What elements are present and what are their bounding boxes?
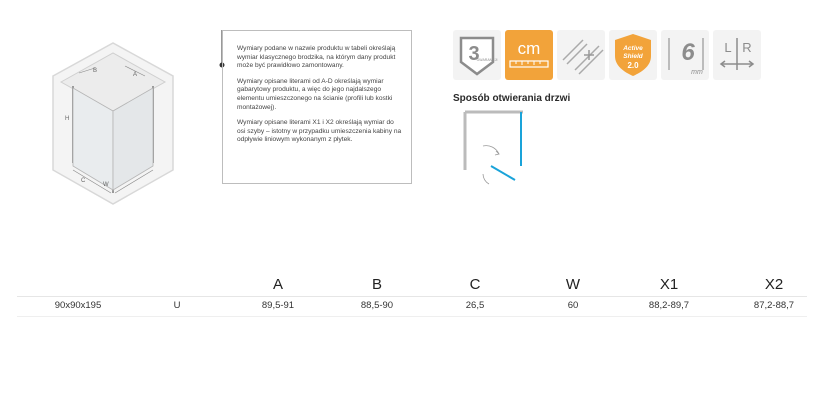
glass-thickness-icon (661, 30, 709, 80)
warranty-label: GWARANCJI (476, 58, 498, 62)
cabin-label-h: H (65, 116, 70, 122)
left-letter: L (724, 40, 732, 55)
3-years-warranty-icon (453, 30, 501, 80)
cabin-label-b: B (93, 68, 98, 74)
door-opening-diagram (463, 108, 533, 190)
active-shield-icon (609, 30, 657, 80)
header-x1: X1 (659, 276, 679, 293)
cabin-label-a: A (133, 72, 138, 78)
cell-x2: 87,2-88,7 (753, 300, 795, 311)
shower-cabin-illustration (45, 38, 180, 208)
cell-a: 89,5-91 (261, 300, 295, 311)
right-letter: R (742, 40, 752, 55)
info-paragraph-2: Wymiary opisane literami od A-D określają wymiar gabarytowy produktu, a więc do jego najdalszego elementu umieszczonego na ścianie (profili lub kostki montażowej). (237, 77, 393, 111)
cabin-label-c: C (81, 178, 86, 184)
cell-b: 88,5-90 (360, 300, 394, 311)
shield-text-3: 2.0 (627, 61, 639, 70)
dimension-info-box (222, 30, 412, 184)
cell-variant: U (173, 300, 181, 311)
header-a: A (272, 276, 283, 293)
info-paragraph-3: Wymiary opisane literami X1 i X2 określają wymiar do osi szyby – istotny w przypadku umieszczenia kabiny na odpływie liniowym wykonanym z płytek. (237, 119, 402, 144)
cell-x1: 88,2-89,7 (648, 300, 690, 311)
header-w: W (565, 276, 581, 293)
glass-plus-icon (557, 30, 605, 80)
header-c: C (469, 276, 481, 293)
cm-measure-icon (505, 30, 553, 80)
table-divider (17, 296, 807, 297)
cm-text: cm (517, 39, 541, 58)
opening-type-title: Sposób otwierania drzwi (453, 93, 571, 104)
thickness-number: 6 (681, 39, 695, 66)
cell-c: 26,5 (465, 300, 485, 311)
left-right-icon (713, 30, 761, 80)
shield-text-1: Active (623, 45, 643, 52)
thickness-unit: mm (691, 69, 703, 76)
warranty-number: 3 (468, 43, 480, 65)
shield-text-2: Shield (623, 53, 643, 60)
cell-w: 60 (567, 300, 579, 311)
cell-size: 90x90x195 (54, 300, 102, 311)
info-paragraph-1: Wymiary podane w nazwie produktu w tabeli określają wymiar klasycznego brodzika, na którym dany produkt może być prawidłowo zamontowany. (237, 45, 396, 70)
header-b: B (371, 276, 382, 293)
header-x2: X2 (764, 276, 784, 293)
cabin-label-w: W (103, 182, 109, 188)
table-row-divider (17, 316, 807, 317)
